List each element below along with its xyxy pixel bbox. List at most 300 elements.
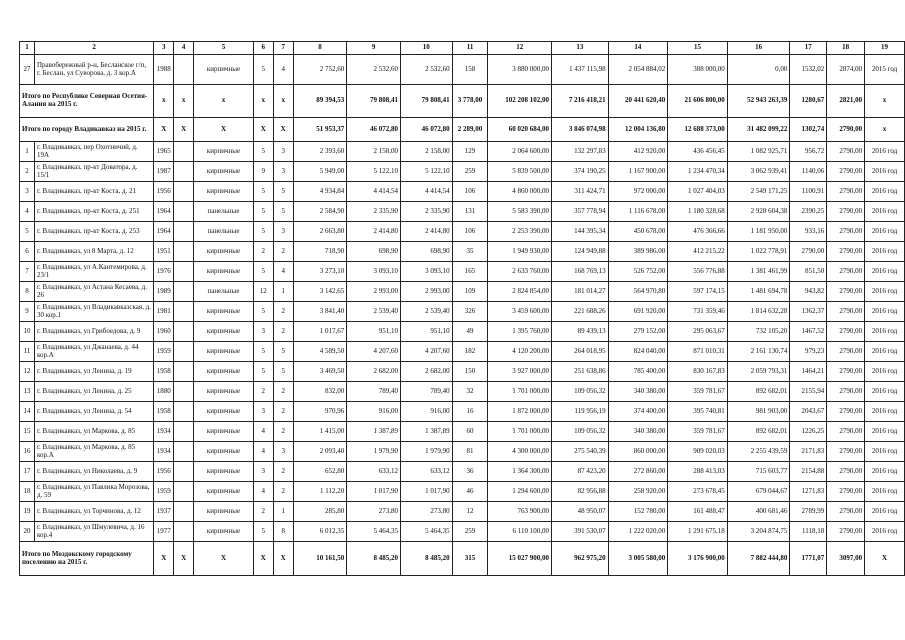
cell-year: 1937 — [154, 502, 174, 522]
cell-c16: 52 943 263,39 — [727, 85, 790, 118]
row-number-cell: 2 — [20, 162, 35, 182]
table-row — [20, 402, 905, 422]
cell-c12: 60 020 684,00 — [488, 118, 552, 142]
cell-mat: кирпичные — [194, 182, 254, 202]
cell-c13: 275 540,39 — [552, 442, 609, 462]
cell-c9: 3 093,10 — [347, 262, 401, 282]
address-cell: г. Владикавказ, ул А.Кантемирова, д. 23/1 — [34, 262, 153, 282]
cell-c15: 161 488,47 — [668, 502, 728, 522]
address-cell: г. Владикавказ, пр-кт Коста, д. 21 — [34, 182, 153, 202]
cell-c10: 5 464,35 — [400, 522, 452, 542]
cell-c12: 5 583 390,00 — [488, 202, 552, 222]
cell-c15: 556 776,88 — [668, 262, 728, 282]
row-number-cell: 6 — [20, 242, 35, 262]
cell-c16: 3 204 874,75 — [727, 522, 790, 542]
cell-c10: 698,90 — [400, 242, 452, 262]
cell-c12: 1 294 600,00 — [488, 482, 552, 502]
cell-c18: 2790,00 — [827, 522, 865, 542]
cell-c14: 389 986,00 — [608, 242, 668, 262]
cell-c6: 3 — [253, 462, 273, 482]
cell-c13: 132 297,83 — [552, 142, 609, 162]
cell-year: 1956 — [154, 182, 174, 202]
cell-year: x — [154, 85, 174, 118]
cell-c18: 2790,00 — [827, 342, 865, 362]
address-cell: г. Владикавказ, пр-кт Коста, д. 251 — [34, 202, 153, 222]
cell-c4: X — [174, 118, 194, 142]
column-number-cell: 15 — [668, 42, 728, 55]
cell-c9: 698,90 — [347, 242, 401, 262]
table-row — [20, 282, 905, 302]
cell-c13: 357 778,94 — [552, 202, 609, 222]
cell-c4: x — [174, 85, 194, 118]
table-row — [20, 322, 905, 342]
cell-c6: 3 — [253, 402, 273, 422]
cell-c12: 4 120 200,00 — [488, 342, 552, 362]
column-number-cell: 17 — [790, 42, 827, 55]
cell-c10: 4 414,54 — [400, 182, 452, 202]
cell-c16: 1 022 778,91 — [727, 242, 790, 262]
cell-year: 1956 — [154, 462, 174, 482]
cell-c19: 2016 год — [865, 302, 905, 322]
cell-c10: 2 158,00 — [400, 142, 452, 162]
table-row — [20, 182, 905, 202]
cell-c7: X — [273, 542, 293, 576]
cell-c14: 450 678,00 — [608, 222, 668, 242]
cell-c8: 3 142,65 — [293, 282, 347, 302]
row-number-cell: 9 — [20, 302, 35, 322]
cell-c12: 1 949 930,00 — [488, 242, 552, 262]
column-number-cell: 2 — [34, 42, 153, 55]
cell-c7: 5 — [273, 342, 293, 362]
cell-c13: 144 395,34 — [552, 222, 609, 242]
cell-c9: 79 808,41 — [347, 85, 401, 118]
cell-c7: 2 — [273, 302, 293, 322]
cell-c13: 264 018,95 — [552, 342, 609, 362]
cell-c10: 916,00 — [400, 402, 452, 422]
cell-c11: 2 289,00 — [452, 118, 488, 142]
cell-c4 — [174, 342, 194, 362]
cell-c15: 731 359,46 — [668, 302, 728, 322]
cell-c13: 109 056,32 — [552, 382, 609, 402]
cell-c4 — [174, 282, 194, 302]
cell-c16: 3 062 939,41 — [727, 162, 790, 182]
cell-c17: 2390,25 — [790, 202, 827, 222]
cell-c11: 60 — [452, 422, 488, 442]
cell-c14: 691 920,00 — [608, 302, 668, 322]
cell-c6: 4 — [253, 482, 273, 502]
cell-c11: 150 — [452, 362, 488, 382]
cell-c17: 2154,88 — [790, 462, 827, 482]
cell-c15: 1 180 328,68 — [668, 202, 728, 222]
cell-c6: 5 — [253, 522, 273, 542]
cell-c7: 2 — [273, 422, 293, 442]
cell-c17: 979,23 — [790, 342, 827, 362]
row-number-cell: 27 — [20, 55, 35, 85]
cell-c7: 1 — [273, 282, 293, 302]
cell-c6: 12 — [253, 282, 273, 302]
cell-c13: 7 216 418,21 — [552, 85, 609, 118]
cell-c16: 892 682,01 — [727, 382, 790, 402]
address-cell: г. Владикавказ, ул Маркова, д. 85 кор.А — [34, 442, 153, 462]
cell-c7: 2 — [273, 462, 293, 482]
cell-c17: 851,50 — [790, 262, 827, 282]
cell-mat: кирпичные — [194, 442, 254, 462]
cell-c16: 0,00 — [727, 55, 790, 85]
cell-c8: 4 934,84 — [293, 182, 347, 202]
total-row — [20, 118, 905, 142]
address-cell: г. Владикавказ, ул Владикавказская, д. 30 кор.1 — [34, 302, 153, 322]
cell-year: 1964 — [154, 202, 174, 222]
cell-c19: 2016 год — [865, 202, 905, 222]
cell-c7: 4 — [273, 55, 293, 85]
cell-c7: 4 — [273, 262, 293, 282]
cell-c7: 1 — [273, 502, 293, 522]
total-row — [20, 85, 905, 118]
cell-year: 1976 — [154, 262, 174, 282]
address-cell: г. Владикавказ, ул Астана Кесаева, д. 26 — [34, 282, 153, 302]
cell-c12: 1 872 000,00 — [488, 402, 552, 422]
row-number-cell: 17 — [20, 462, 35, 482]
cell-c9: 4 414,54 — [347, 182, 401, 202]
cell-c13: 109 056,32 — [552, 422, 609, 442]
cell-c7: 2 — [273, 242, 293, 262]
cell-c17: 1464,21 — [790, 362, 827, 382]
cell-c19: 2016 год — [865, 182, 905, 202]
column-number-cell: 12 — [488, 42, 552, 55]
cell-c13: 3 846 074,98 — [552, 118, 609, 142]
cell-c11: 106 — [452, 182, 488, 202]
column-number-cell: 3 — [154, 42, 174, 55]
cell-mat: кирпичные — [194, 382, 254, 402]
cell-c19: 2016 год — [865, 242, 905, 262]
cell-c16: 1 481 694,78 — [727, 282, 790, 302]
cell-c13: 311 424,71 — [552, 182, 609, 202]
cell-c9: 5 122,10 — [347, 162, 401, 182]
cell-c16: 1 181 950,00 — [727, 222, 790, 242]
cell-c9: 789,40 — [347, 382, 401, 402]
row-number-cell: 5 — [20, 222, 35, 242]
table-row — [20, 522, 905, 542]
cell-mat: кирпичные — [194, 402, 254, 422]
cell-c4 — [174, 222, 194, 242]
cell-c16: 2 928 604,38 — [727, 202, 790, 222]
cell-c11: 35 — [452, 242, 488, 262]
cell-c13: 124 949,88 — [552, 242, 609, 262]
cell-c12: 102 208 102,00 — [488, 85, 552, 118]
cell-c19: 2016 год — [865, 522, 905, 542]
cell-c6: 4 — [253, 422, 273, 442]
cell-c17: 1771,07 — [790, 542, 827, 576]
cell-c4 — [174, 322, 194, 342]
cell-c13: 251 638,86 — [552, 362, 609, 382]
cell-c13: 181 014,27 — [552, 282, 609, 302]
cell-c9: 1 387,89 — [347, 422, 401, 442]
cell-c11: 259 — [452, 162, 488, 182]
table-row — [20, 382, 905, 402]
cell-c10: 789,40 — [400, 382, 452, 402]
cell-c13: 119 956,19 — [552, 402, 609, 422]
cell-mat: кирпичные — [194, 302, 254, 322]
cell-c18: 2790,00 — [827, 322, 865, 342]
cell-c14: 20 441 620,40 — [608, 85, 668, 118]
column-number-cell: 18 — [827, 42, 865, 55]
cell-c12: 3 459 600,00 — [488, 302, 552, 322]
cell-c11: 16 — [452, 402, 488, 422]
row-number-cell: 15 — [20, 422, 35, 442]
cell-c8: 6 012,35 — [293, 522, 347, 542]
cell-mat: x — [194, 85, 254, 118]
cell-c17: 1226,25 — [790, 422, 827, 442]
cell-c18: 2790,00 — [827, 142, 865, 162]
table-body — [20, 42, 905, 576]
cell-c10: 1 387,89 — [400, 422, 452, 442]
table-row — [20, 462, 905, 482]
cell-c6: 5 — [253, 202, 273, 222]
cell-c16: 1 082 925,71 — [727, 142, 790, 162]
cell-c12: 2 824 854,00 — [488, 282, 552, 302]
cell-c8: 4 589,50 — [293, 342, 347, 362]
cell-c18: 2790,00 — [827, 182, 865, 202]
cell-c15: 359 781,67 — [668, 382, 728, 402]
cell-c8: 1 112,20 — [293, 482, 347, 502]
row-number-cell: 11 — [20, 342, 35, 362]
cell-c19: 2016 год — [865, 482, 905, 502]
column-number-cell: 6 — [253, 42, 273, 55]
cell-c11: 315 — [452, 542, 488, 576]
cell-c16: 2 549 171,25 — [727, 182, 790, 202]
cell-c9: 916,00 — [347, 402, 401, 422]
cell-c19: 2016 год — [865, 502, 905, 522]
cell-mat: кирпичные — [194, 55, 254, 85]
table-row — [20, 442, 905, 462]
cell-c12: 3 927 000,00 — [488, 362, 552, 382]
cell-c7: 2 — [273, 382, 293, 402]
cell-c11: 129 — [452, 142, 488, 162]
cell-c19: 2016 год — [865, 442, 905, 462]
column-number-cell: 19 — [865, 42, 905, 55]
cell-c12: 1 701 000,00 — [488, 382, 552, 402]
cell-c14: 3 005 580,00 — [608, 542, 668, 576]
cell-c19: 2016 год — [865, 222, 905, 242]
row-number-cell: 7 — [20, 262, 35, 282]
cell-c19: X — [865, 542, 905, 576]
cell-c17: 1467,52 — [790, 322, 827, 342]
cell-c4 — [174, 462, 194, 482]
cell-year: 1959 — [154, 342, 174, 362]
cell-c11: 326 — [452, 302, 488, 322]
cell-c11: 182 — [452, 342, 488, 362]
cell-year: 1958 — [154, 362, 174, 382]
cell-c17: 1100,91 — [790, 182, 827, 202]
cell-mat: кирпичные — [194, 522, 254, 542]
cell-c15: 871 010,31 — [668, 342, 728, 362]
cell-c11: 46 — [452, 482, 488, 502]
cell-c14: 272 860,00 — [608, 462, 668, 482]
cell-mat: кирпичные — [194, 502, 254, 522]
cell-c10: 4 207,60 — [400, 342, 452, 362]
cell-c17: 2171,83 — [790, 442, 827, 462]
cell-c8: 1 017,67 — [293, 322, 347, 342]
cell-c15: 288 413,03 — [668, 462, 728, 482]
table-row — [20, 502, 905, 522]
cell-c7: x — [273, 85, 293, 118]
cell-c4 — [174, 302, 194, 322]
cell-c17: 1302,74 — [790, 118, 827, 142]
address-cell: г. Владикавказ, ул Ленина, д. 19 — [34, 362, 153, 382]
cell-c11: 165 — [452, 262, 488, 282]
cell-c14: 824 040,00 — [608, 342, 668, 362]
cell-c8: 89 394,53 — [293, 85, 347, 118]
row-number-cell: 18 — [20, 482, 35, 502]
cell-year: X — [154, 542, 174, 576]
cell-year: 1987 — [154, 162, 174, 182]
cell-c9: 633,12 — [347, 462, 401, 482]
cell-year: 1988 — [154, 55, 174, 85]
cell-c9: 1 017,90 — [347, 482, 401, 502]
table-row — [20, 342, 905, 362]
cell-c9: 4 207,60 — [347, 342, 401, 362]
cell-c19: 2016 год — [865, 462, 905, 482]
cell-c11: 36 — [452, 462, 488, 482]
cell-c17: 956,72 — [790, 142, 827, 162]
cell-c17: 2789,99 — [790, 502, 827, 522]
address-cell: г. Владикавказ, ул Павлика Морозова, д. 59 — [34, 482, 153, 502]
cell-c11: 131 — [452, 202, 488, 222]
cell-c4 — [174, 202, 194, 222]
cell-c15: 909 020,03 — [668, 442, 728, 462]
cell-year: 1880 — [154, 382, 174, 402]
cell-c19: 2016 год — [865, 382, 905, 402]
cell-c14: 526 752,00 — [608, 262, 668, 282]
cell-c11: 32 — [452, 382, 488, 402]
address-cell: г. Владикавказ, ул Ленина, д. 54 — [34, 402, 153, 422]
cell-year: X — [154, 118, 174, 142]
cell-c6: X — [253, 542, 273, 576]
row-number-cell: 16 — [20, 442, 35, 462]
cell-c9: 5 464,35 — [347, 522, 401, 542]
total-label: Итого по городу Владикавказ на 2015 г. — [20, 118, 154, 142]
cell-c16: 400 681,46 — [727, 502, 790, 522]
cell-c12: 763 900,00 — [488, 502, 552, 522]
cell-c12: 2 064 600,00 — [488, 142, 552, 162]
address-cell: г. Владикавказ, пер Охотничий, д. 19А — [34, 142, 153, 162]
cell-c12: 1 395 760,00 — [488, 322, 552, 342]
cell-c14: 1 116 678,00 — [608, 202, 668, 222]
cell-c15: 273 678,45 — [668, 482, 728, 502]
cell-c9: 2 539,40 — [347, 302, 401, 322]
cell-c15: 359 781,67 — [668, 422, 728, 442]
cell-c17: 943,82 — [790, 282, 827, 302]
cell-c19: 2016 год — [865, 322, 905, 342]
cell-c8: 832,00 — [293, 382, 347, 402]
cell-c6: 5 — [253, 182, 273, 202]
cell-c14: 860 000,00 — [608, 442, 668, 462]
cell-c8: 2 752,60 — [293, 55, 347, 85]
cell-c7: 2 — [273, 402, 293, 422]
cell-c8: 2 093,40 — [293, 442, 347, 462]
cell-mat: X — [194, 542, 254, 576]
cell-c8: 1 415,00 — [293, 422, 347, 442]
cell-year: 1960 — [154, 322, 174, 342]
cell-c7: 3 — [273, 162, 293, 182]
cell-c18: 2790,00 — [827, 462, 865, 482]
cell-mat: кирпичные — [194, 322, 254, 342]
cell-c9: 2 414,80 — [347, 222, 401, 242]
cell-c19: 2016 год — [865, 142, 905, 162]
cell-c10: 951,10 — [400, 322, 452, 342]
cell-c14: 785 400,00 — [608, 362, 668, 382]
row-number-cell: 4 — [20, 202, 35, 222]
cell-c10: 46 072,80 — [400, 118, 452, 142]
cell-c10: 633,12 — [400, 462, 452, 482]
column-number-cell: 13 — [552, 42, 609, 55]
cell-c18: 2790,00 — [827, 402, 865, 422]
cell-c13: 87 423,20 — [552, 462, 609, 482]
cell-mat: кирпичные — [194, 162, 254, 182]
cell-year: 1989 — [154, 282, 174, 302]
cell-c7: 3 — [273, 142, 293, 162]
cell-c8: 2 584,90 — [293, 202, 347, 222]
cell-c13: 391 530,07 — [552, 522, 609, 542]
cell-c19: 2016 год — [865, 282, 905, 302]
cell-c10: 2 539,40 — [400, 302, 452, 322]
row-number-cell: 13 — [20, 382, 35, 402]
cell-c8: 3 841,40 — [293, 302, 347, 322]
cell-c6: 5 — [253, 142, 273, 162]
column-number-cell: 8 — [293, 42, 347, 55]
cell-c16: 679 044,67 — [727, 482, 790, 502]
cell-c7: 5 — [273, 182, 293, 202]
cell-c17: 2790,00 — [790, 242, 827, 262]
address-cell: Правобережный р-н, Бесланское г/п, г. Беслан, ул Суворова, д. 3 кор.А — [34, 55, 153, 85]
cell-mat: кирпичные — [194, 142, 254, 162]
cell-c13: 48 950,07 — [552, 502, 609, 522]
cell-c8: 285,80 — [293, 502, 347, 522]
cell-c18: 2790,00 — [827, 482, 865, 502]
cell-c6: 2 — [253, 382, 273, 402]
cell-c7: 8 — [273, 522, 293, 542]
cell-c7: 3 — [273, 222, 293, 242]
cell-c4: X — [174, 542, 194, 576]
cell-c4 — [174, 382, 194, 402]
cell-year: 1958 — [154, 402, 174, 422]
cell-c9: 2 993,00 — [347, 282, 401, 302]
address-cell: г. Владикавказ, ул Торчинова, д. 12 — [34, 502, 153, 522]
cell-c4 — [174, 162, 194, 182]
cell-mat: кирпичные — [194, 422, 254, 442]
cell-c10: 3 093,10 — [400, 262, 452, 282]
cell-c6: 5 — [253, 55, 273, 85]
cell-c17: 1532,02 — [790, 55, 827, 85]
cell-c10: 2 335,90 — [400, 202, 452, 222]
cell-c10: 1 979,90 — [400, 442, 452, 462]
cell-c18: 2790,00 — [827, 382, 865, 402]
cell-c15: 12 688 373,00 — [668, 118, 728, 142]
cell-c18: 2790,00 — [827, 202, 865, 222]
cell-c10: 5 122,10 — [400, 162, 452, 182]
cell-mat: кирпичные — [194, 262, 254, 282]
cell-c18: 2790,00 — [827, 442, 865, 462]
cell-c8: 51 953,37 — [293, 118, 347, 142]
cell-c17: 1362,37 — [790, 302, 827, 322]
cell-c14: 279 152,00 — [608, 322, 668, 342]
column-number-cell: 9 — [347, 42, 401, 55]
cell-c4 — [174, 242, 194, 262]
column-number-cell: 11 — [452, 42, 488, 55]
table-row — [20, 302, 905, 322]
cell-c15: 412 215,22 — [668, 242, 728, 262]
cell-c12: 15 027 900,00 — [488, 542, 552, 576]
